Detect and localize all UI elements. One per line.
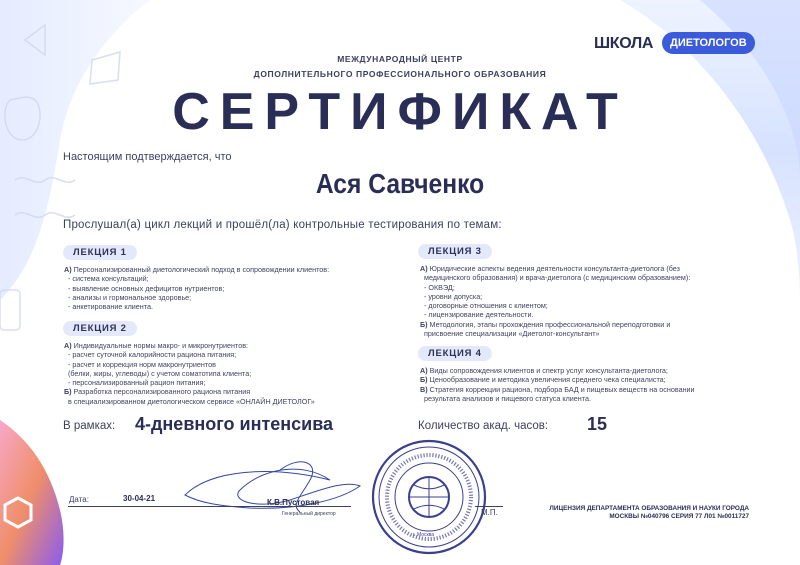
lecture-line-text: присвоение специализации «Диетолог-консультант» xyxy=(424,329,600,339)
lecture-line-text: результата анализов и пищевого статуса клиента. xyxy=(424,393,591,403)
lecture-line-text: - ОКВЭД; xyxy=(424,282,455,292)
logo-pill-text: ДИЕТОЛОГОВ xyxy=(662,32,755,54)
lecture-line xyxy=(64,302,329,311)
lecture-line-text: - выявление основных дефицитов нутриентов; xyxy=(68,283,225,293)
lecture-line xyxy=(64,397,315,406)
org-line-2: ДОПОЛНИТЕЛЬНОГО ПРОФЕССИОНАЛЬНОГО ОБРАЗОВАНИЯ xyxy=(253,69,547,79)
lecture-line-prefix: В) xyxy=(420,384,428,394)
lecture-4-badge: ЛЕКЦИЯ 4 xyxy=(418,346,492,361)
lecture-4-body xyxy=(420,366,695,403)
lecture-line-prefix: А) xyxy=(420,264,428,273)
lecture-line xyxy=(64,350,315,359)
lecture-line xyxy=(420,385,695,394)
lecture-line-prefix: А) xyxy=(64,341,72,350)
lecture-line-text: Стратегия коррекции рациона, подбора БАД и пищевых веществ на основании xyxy=(427,384,695,394)
lecture-line-text: - расчет суточной калорийности рациона питания; xyxy=(68,350,237,360)
lecture-line xyxy=(420,375,695,384)
lecture-line xyxy=(64,274,329,283)
listened-text: Прослушал(а) цикл лекций и прошёл(ла) контрольные тестирования по темам: xyxy=(63,219,502,231)
lecture-line-text: Персонализированный диетологический подход в сопровождении клиентов: xyxy=(71,265,330,274)
lecture-line-text: Юридические аспекты ведения деятельности консультанта-диетолога (без xyxy=(427,264,680,273)
lecture-line xyxy=(420,320,690,329)
hours-value: 15 xyxy=(587,414,608,434)
lecture-line xyxy=(64,265,329,274)
lecture-line xyxy=(420,366,695,375)
certificate-title: СЕРТИФИКАТ xyxy=(172,83,628,141)
lecture-line-text: Разработка персонализированного рациона питания xyxy=(71,387,251,397)
lecture-line-text: - расчет и коррекция норм макронутриентов xyxy=(68,359,216,369)
lecture-line-text: Ценообразование и методика увеличения среднего чека специалиста; xyxy=(427,375,666,385)
mp-label: М.П. xyxy=(481,508,498,517)
lecture-line xyxy=(420,394,695,403)
signer-role: Генеральный директор xyxy=(282,511,336,517)
lecture-line xyxy=(64,360,315,369)
lecture-2-body xyxy=(64,341,315,406)
lecture-3-badge: ЛЕКЦИЯ 3 xyxy=(418,244,492,259)
lecture-line xyxy=(420,310,690,319)
lecture-line xyxy=(64,387,315,396)
lecture-line-text: - договорные отношения с клиентом; xyxy=(424,301,548,311)
lecture-line-prefix: Б) xyxy=(64,387,72,397)
lecture-line-text: - персонализированный рацион питания; xyxy=(68,378,206,388)
org-line-1: МЕЖДУНАРОДНЫЙ ЦЕНТР xyxy=(337,54,463,64)
lecture-line xyxy=(420,301,690,310)
lecture-line xyxy=(64,293,329,302)
mp-line xyxy=(475,506,503,507)
lecture-1-body xyxy=(64,265,329,311)
lecture-line-text: - система консультаций; xyxy=(68,274,149,284)
lecture-line xyxy=(64,284,329,293)
lecture-line-prefix: Б) xyxy=(420,375,428,385)
lecture-line-text: (белки, жиры, углеводы) с учетом соматотипа клиента; xyxy=(68,368,252,378)
lecture-line xyxy=(420,329,690,338)
license-line-2: МОСКВЫ №040796 СЕРИЯ 77 Л01 №0011727 xyxy=(609,513,749,520)
lecture-line xyxy=(64,341,315,350)
lecture-line-prefix: А) xyxy=(420,366,428,375)
lecture-line xyxy=(420,292,690,301)
lecture-line-text: медицинского образования) и врача-диетолога (с медицинским образованием): xyxy=(424,273,691,283)
lecture-line xyxy=(420,283,690,292)
lecture-line-text: - лицензирование деятельности. xyxy=(424,310,534,320)
lecture-2-badge: ЛЕКЦИЯ 2 xyxy=(63,321,137,336)
lecture-line-text: в специализированном диетологическом сервисе «ОНЛАЙН ДИЕТОЛОГ» xyxy=(68,396,315,406)
lecture-line-text: Индивидуальные нормы макро- и микронутриентов: xyxy=(71,341,249,350)
lecture-line-text: - анализы и гормональное здоровье; xyxy=(68,292,192,302)
license-text xyxy=(519,505,749,521)
lecture-line-prefix: Б) xyxy=(420,319,428,329)
logo-school-text: ШКОЛА xyxy=(594,35,654,52)
lecture-line xyxy=(64,369,315,378)
lecture-line xyxy=(420,273,690,282)
left-bottom-blob xyxy=(0,420,64,565)
confirm-text: Настоящим подтверждается, что xyxy=(63,151,232,163)
lecture-line-text: Виды сопровождения клиентов и спектр услуг консультанта-диетолога; xyxy=(427,366,668,375)
lecture-line-text: - уровни допуска; xyxy=(424,291,483,301)
hours-label: Количество акад. часов: xyxy=(418,420,549,432)
format-value: 4-дневного интенсива xyxy=(135,414,334,434)
lecture-line xyxy=(64,378,315,387)
lecture-3-body xyxy=(420,264,690,338)
date-value: 30-04-21 xyxy=(123,494,156,503)
lecture-line-text: Методология, этапы прохождения профессиональной переподготовки и xyxy=(427,319,671,329)
signer-name: К.В.Пустовая xyxy=(267,498,320,507)
date-label: Дата: xyxy=(69,495,89,504)
license-line-1: ЛИЦЕНЗИЯ ДЕПАРТАМЕНТА ОБРАЗОВАНИЯ И НАУКИ ГОРОДА xyxy=(549,505,749,512)
lecture-line-prefix: А) xyxy=(64,265,72,274)
format-label: В рамках: xyxy=(63,420,116,432)
lecture-line xyxy=(420,264,690,273)
recipient-name: Ася Савченко xyxy=(315,168,485,199)
stamp-city: г. Москва xyxy=(413,532,435,538)
lecture-1-badge: ЛЕКЦИЯ 1 xyxy=(63,245,137,260)
lecture-line-text: - анкетирование клиента. xyxy=(68,302,153,312)
